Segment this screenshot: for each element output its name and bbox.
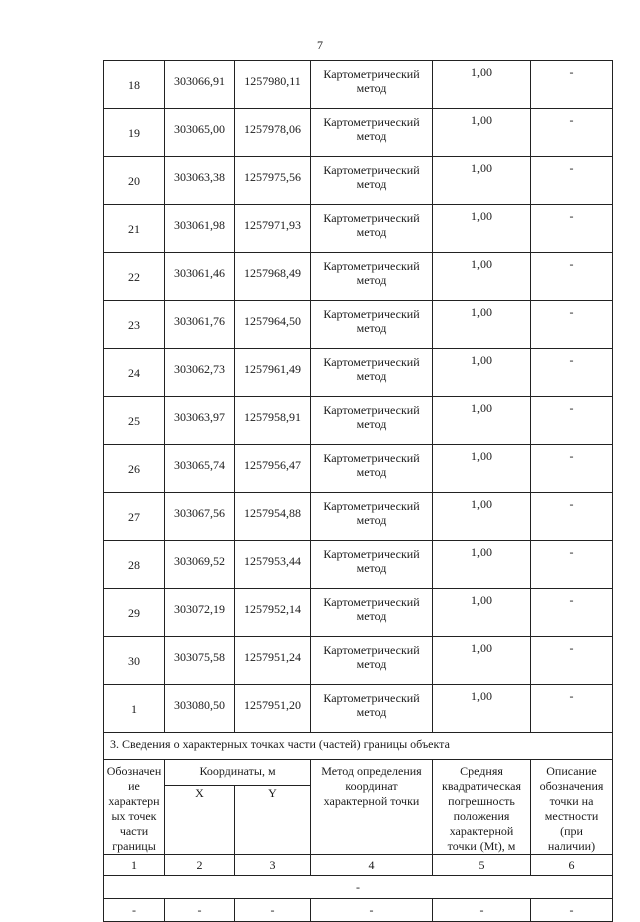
empty-cell: - xyxy=(104,899,165,922)
description-cell: - xyxy=(531,493,613,541)
merged-empty-row: - xyxy=(104,876,613,899)
table-row xyxy=(104,253,613,301)
method-line: Картометрический xyxy=(323,547,420,561)
header-y: Y xyxy=(235,786,311,855)
empty-cell: - xyxy=(433,899,531,922)
method-line: Картометрический xyxy=(323,307,420,321)
method-line: Картометрический xyxy=(323,163,420,177)
point-number: 22 xyxy=(104,253,165,301)
coord-x: 303075,58 xyxy=(165,637,235,685)
empty-cell: - xyxy=(235,899,311,922)
coord-y: 1257968,49 xyxy=(235,253,311,301)
description-cell: - xyxy=(531,589,613,637)
accuracy-cell: 1,00 xyxy=(433,445,531,493)
method-line: Картометрический xyxy=(323,643,420,657)
header-coordinates: Координаты, м xyxy=(165,760,311,786)
point-number: 29 xyxy=(104,589,165,637)
description-cell: - xyxy=(531,61,613,109)
coordinates-rows xyxy=(104,61,613,733)
method-line: Картометрический xyxy=(323,355,420,369)
table-row xyxy=(104,541,613,589)
point-number: 26 xyxy=(104,445,165,493)
point-number: 20 xyxy=(104,157,165,205)
table-row xyxy=(104,493,613,541)
coord-y: 1257956,47 xyxy=(235,445,311,493)
coord-x: 303061,98 xyxy=(165,205,235,253)
description-cell: - xyxy=(531,301,613,349)
table-row xyxy=(104,349,613,397)
method-line: Картометрический xyxy=(323,403,420,417)
point-number: 25 xyxy=(104,397,165,445)
accuracy-cell: 1,00 xyxy=(433,109,531,157)
method-line: метод xyxy=(356,177,387,191)
accuracy-cell: 1,00 xyxy=(433,397,531,445)
coord-x: 303061,46 xyxy=(165,253,235,301)
method-line: Картометрический xyxy=(323,67,420,81)
coord-x: 303069,52 xyxy=(165,541,235,589)
accuracy-cell: 1,00 xyxy=(433,301,531,349)
coord-x: 303066,91 xyxy=(165,61,235,109)
coord-y: 1257964,50 xyxy=(235,301,311,349)
point-number: 30 xyxy=(104,637,165,685)
description-cell: - xyxy=(531,541,613,589)
empty-cell: - xyxy=(165,899,235,922)
header-method: Метод определения координат характерной точки xyxy=(311,760,433,855)
index-cell: 5 xyxy=(433,855,531,876)
method-cell xyxy=(311,61,433,109)
method-line: метод xyxy=(356,273,387,287)
section3-block xyxy=(104,733,613,922)
method-line: метод xyxy=(356,657,387,671)
description-cell: - xyxy=(531,397,613,445)
point-number: 19 xyxy=(104,109,165,157)
method-cell xyxy=(311,397,433,445)
coord-y: 1257958,91 xyxy=(235,397,311,445)
coord-y: 1257978,06 xyxy=(235,109,311,157)
coord-x: 303063,97 xyxy=(165,397,235,445)
method-line: метод xyxy=(356,561,387,575)
method-line: метод xyxy=(356,465,387,479)
method-line: Картометрический xyxy=(323,211,420,225)
accuracy-cell: 1,00 xyxy=(433,61,531,109)
accuracy-cell: 1,00 xyxy=(433,493,531,541)
table-row xyxy=(104,589,613,637)
method-line: метод xyxy=(356,369,387,383)
accuracy-cell: 1,00 xyxy=(433,589,531,637)
method-line: метод xyxy=(356,609,387,623)
accuracy-cell: 1,00 xyxy=(433,205,531,253)
method-cell xyxy=(311,541,433,589)
point-number: 27 xyxy=(104,493,165,541)
method-cell xyxy=(311,685,433,733)
coord-x: 303065,74 xyxy=(165,445,235,493)
description-cell: - xyxy=(531,445,613,493)
coord-y: 1257952,14 xyxy=(235,589,311,637)
method-line: Картометрический xyxy=(323,451,420,465)
coord-x: 303067,56 xyxy=(165,493,235,541)
coord-y: 1257980,11 xyxy=(235,61,311,109)
method-cell xyxy=(311,109,433,157)
accuracy-cell: 1,00 xyxy=(433,349,531,397)
description-cell: - xyxy=(531,349,613,397)
index-cell: 1 xyxy=(104,855,165,876)
method-line: метод xyxy=(356,513,387,527)
index-cell: 6 xyxy=(531,855,613,876)
point-number: 1 xyxy=(104,685,165,733)
coord-y: 1257961,49 xyxy=(235,349,311,397)
header-description: Описание обозначения точки на местности (при наличии) xyxy=(531,760,613,855)
coord-y: 1257954,88 xyxy=(235,493,311,541)
coord-y: 1257951,20 xyxy=(235,685,311,733)
method-line: Картометрический xyxy=(323,115,420,129)
point-number: 21 xyxy=(104,205,165,253)
method-cell xyxy=(311,205,433,253)
header-point-designation: Обозначен ие характерн ых точек части границы xyxy=(104,760,165,855)
coord-x: 303062,73 xyxy=(165,349,235,397)
table-row xyxy=(104,397,613,445)
method-line: метод xyxy=(356,81,387,95)
method-cell xyxy=(311,445,433,493)
coord-y: 1257971,93 xyxy=(235,205,311,253)
description-cell: - xyxy=(531,109,613,157)
point-number: 18 xyxy=(104,61,165,109)
table-row xyxy=(104,157,613,205)
accuracy-cell: 1,00 xyxy=(433,157,531,205)
description-cell: - xyxy=(531,205,613,253)
method-line: Картометрический xyxy=(323,499,420,513)
method-cell xyxy=(311,349,433,397)
method-line: метод xyxy=(356,321,387,335)
point-number: 23 xyxy=(104,301,165,349)
point-number: 28 xyxy=(104,541,165,589)
method-line: Картометрический xyxy=(323,595,420,609)
point-number: 24 xyxy=(104,349,165,397)
coord-x: 303061,76 xyxy=(165,301,235,349)
table-row xyxy=(104,205,613,253)
method-line: метод xyxy=(356,705,387,719)
table-row xyxy=(104,685,613,733)
coord-x: 303063,38 xyxy=(165,157,235,205)
method-line: метод xyxy=(356,417,387,431)
coordinates-table xyxy=(103,60,613,922)
method-cell xyxy=(311,589,433,637)
coord-x: 303080,50 xyxy=(165,685,235,733)
description-cell: - xyxy=(531,637,613,685)
empty-cell: - xyxy=(531,899,613,922)
section3-title: 3. Сведения о характерных точках части (частей) границы объекта xyxy=(104,733,613,760)
method-line: Картометрический xyxy=(323,259,420,273)
description-cell: - xyxy=(531,685,613,733)
method-cell xyxy=(311,493,433,541)
method-cell xyxy=(311,253,433,301)
header-x: X xyxy=(165,786,235,855)
coord-y: 1257953,44 xyxy=(235,541,311,589)
coord-x: 303065,00 xyxy=(165,109,235,157)
table-row xyxy=(104,301,613,349)
table-row xyxy=(104,109,613,157)
accuracy-cell: 1,00 xyxy=(433,637,531,685)
method-cell xyxy=(311,157,433,205)
accuracy-cell: 1,00 xyxy=(433,685,531,733)
table-row xyxy=(104,637,613,685)
method-cell xyxy=(311,301,433,349)
header-accuracy: Средняя квадратическая погрешность положения характерной точки (Mt), м xyxy=(433,760,531,855)
accuracy-cell: 1,00 xyxy=(433,541,531,589)
method-cell xyxy=(311,637,433,685)
index-cell: 4 xyxy=(311,855,433,876)
table-row xyxy=(104,61,613,109)
description-cell: - xyxy=(531,157,613,205)
coord-y: 1257975,56 xyxy=(235,157,311,205)
description-cell: - xyxy=(531,253,613,301)
coord-x: 303072,19 xyxy=(165,589,235,637)
column-index-row xyxy=(104,855,613,876)
method-line: Картометрический xyxy=(323,691,420,705)
page-number: 7 xyxy=(317,38,323,52)
empty-data-row xyxy=(104,899,613,922)
index-cell: 3 xyxy=(235,855,311,876)
empty-cell: - xyxy=(311,899,433,922)
coord-y: 1257951,24 xyxy=(235,637,311,685)
method-line: метод xyxy=(356,129,387,143)
table-row xyxy=(104,445,613,493)
method-line: метод xyxy=(356,225,387,239)
index-cell: 2 xyxy=(165,855,235,876)
accuracy-cell: 1,00 xyxy=(433,253,531,301)
